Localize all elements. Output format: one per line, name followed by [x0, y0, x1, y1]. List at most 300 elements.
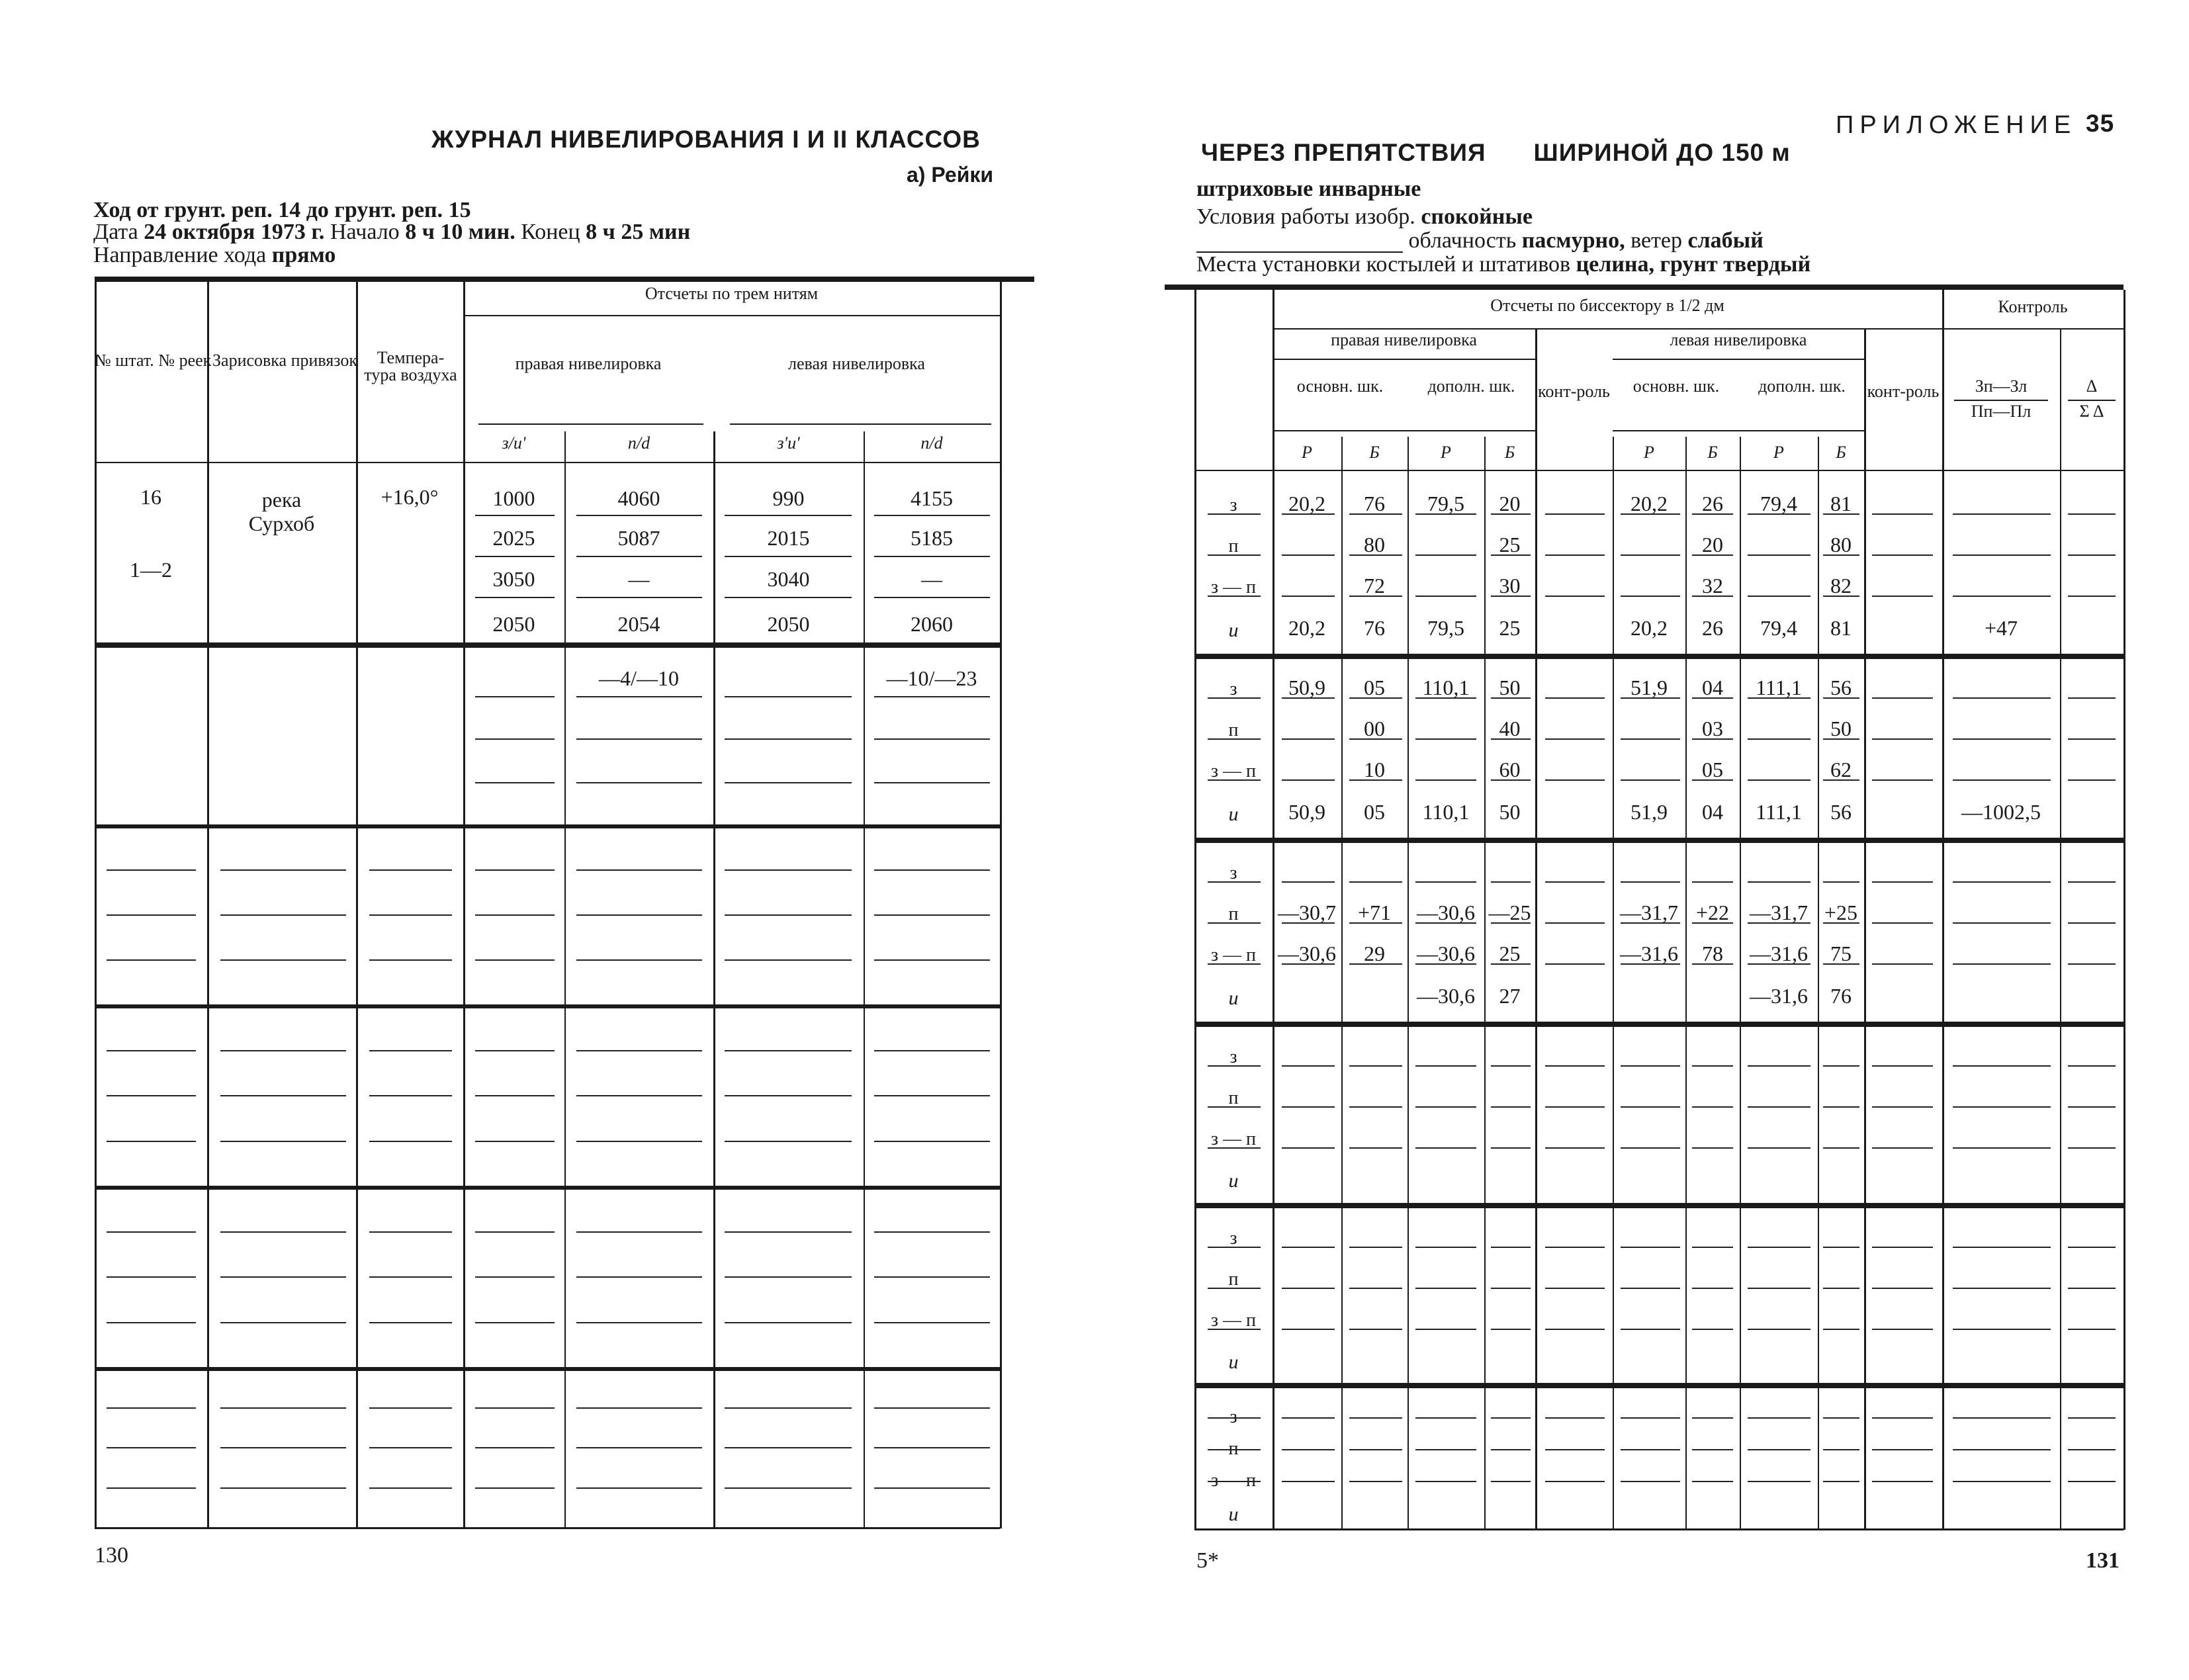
ruled-line [725, 1095, 852, 1096]
ruled-line [369, 1050, 452, 1051]
cell: 26 [1702, 616, 1723, 640]
ruled-line [220, 869, 346, 871]
ruled-line [1621, 1147, 1680, 1149]
ruled-line [1208, 1147, 1261, 1149]
cell: 2025 [492, 526, 535, 550]
cell: 05 [1702, 758, 1723, 781]
ruled-line [1748, 1481, 1810, 1482]
ruled-line [576, 1447, 702, 1448]
ruled-line [107, 1231, 196, 1233]
header-sketch: Зарисовка привязок [212, 351, 358, 370]
ruled-line [1748, 697, 1810, 699]
ruled-line [1208, 963, 1261, 965]
ruled-line [369, 1276, 452, 1278]
ruled-line [1208, 554, 1261, 556]
ruled-line [1282, 513, 1335, 515]
ruled-line [1872, 881, 1933, 883]
ruled-line [107, 1322, 196, 1323]
ruled-line [576, 914, 702, 916]
ruled-line [1872, 1288, 1933, 1289]
cell: +71 [1357, 901, 1392, 924]
ruled-line [1621, 963, 1680, 965]
cell: 4155 [911, 486, 953, 510]
cell: —31,7 [1750, 901, 1808, 924]
ruled-line [1208, 697, 1261, 699]
ruled-line [1282, 779, 1335, 781]
ruled-line [220, 959, 346, 961]
ruled-line [2068, 513, 2116, 515]
ruled-line [1953, 1288, 2051, 1289]
ruled-line [107, 1050, 196, 1051]
header-frac-num: Зп—Зл [1975, 376, 2028, 396]
row-label-i: и [1228, 619, 1239, 641]
cell: 81 [1830, 616, 1852, 640]
ruled-line [725, 869, 852, 871]
ruled-line [1208, 738, 1261, 740]
ruled-line [220, 1447, 346, 1448]
ruled-line [1415, 738, 1476, 740]
ruled-line [107, 1276, 196, 1278]
cell: —30,6 [1417, 984, 1475, 1008]
ruled-line [1208, 1481, 1261, 1482]
ruled-line [1953, 1481, 2051, 1482]
cell: 40 [1499, 717, 1521, 740]
row-label-p: п [1228, 904, 1239, 924]
ruled-line [2068, 738, 2116, 740]
ruled-line [2068, 922, 2116, 924]
ruled-line [1621, 1065, 1680, 1067]
ruled-line [1208, 1417, 1261, 1419]
cell: 60 [1499, 758, 1521, 781]
cell: 04 [1702, 800, 1723, 824]
ruled-line [1621, 554, 1680, 556]
header-left-leveling: левая нивелировка [788, 354, 925, 373]
header-b: Б [1504, 443, 1515, 462]
ruled-line [725, 1276, 852, 1278]
ruled-line [1823, 1147, 1859, 1149]
ruled-line [1872, 1106, 1933, 1108]
ruled-line [1349, 513, 1402, 515]
ruled-line [1545, 779, 1605, 781]
ruled-line [1823, 697, 1859, 699]
ruled-line [576, 1231, 702, 1233]
ruled-line [1872, 596, 1933, 597]
ruled-line [874, 1276, 990, 1278]
ruled-line [576, 1050, 702, 1051]
cell: 20,2 [1631, 492, 1668, 515]
row-label-p: п [1228, 720, 1239, 740]
ruled-line [1823, 1481, 1859, 1482]
cell: 20,2 [1631, 616, 1668, 640]
right-page-number: 131 [2086, 1548, 2120, 1573]
ruled-line [2068, 1106, 2116, 1108]
ruled-line [1953, 779, 2051, 781]
ruled-line [369, 1231, 452, 1233]
ruled-line [220, 1095, 346, 1096]
header-right-leveling: правая нивелировка [515, 354, 662, 373]
ruled-line [2068, 697, 2116, 699]
cell: 81 [1830, 492, 1852, 515]
ruled-line [1415, 513, 1476, 515]
station-number: 16 [140, 485, 161, 509]
ruled-line [1349, 1481, 1402, 1482]
ruled-line [576, 1322, 702, 1323]
row-label-p: п [1228, 536, 1239, 556]
cell: 72 [1364, 574, 1385, 597]
ruled-line [1545, 1417, 1605, 1419]
ruled-line [1545, 1247, 1605, 1248]
ruled-line [874, 1050, 990, 1051]
air-temperature: +16,0° [380, 485, 439, 509]
ruled-line [1953, 1147, 2051, 1149]
ruled-line [1692, 1147, 1733, 1149]
ruled-line [2068, 881, 2116, 883]
ruled-line [1282, 922, 1335, 924]
control-value: —1002,5 [1961, 800, 2041, 824]
ruled-line [1823, 922, 1859, 924]
ruled-line [1692, 881, 1733, 883]
ruled-line [1545, 596, 1605, 597]
row-label-p: п [1228, 1269, 1239, 1290]
cell: —25 [1488, 901, 1531, 924]
ruled-line [1692, 554, 1733, 556]
cell: 5087 [617, 526, 660, 550]
cell: 62 [1830, 758, 1852, 781]
ruled-line [475, 869, 555, 871]
ruled-line [1872, 554, 1933, 556]
ruled-line [1872, 1449, 1933, 1450]
row-label-z: з [1229, 863, 1237, 883]
ruled-line [874, 1141, 990, 1142]
cell: 50,9 [1288, 676, 1325, 699]
cell: —31,7 [1620, 901, 1678, 924]
ruled-line [1491, 513, 1531, 515]
ruled-line [1953, 596, 2051, 597]
control-value: +47 [1984, 616, 2018, 640]
ruled-line [220, 1141, 346, 1142]
header-main-scale: основн. шк. [1296, 376, 1384, 396]
row-label-zp: з — п [1210, 945, 1257, 965]
ruled-line [475, 1141, 555, 1142]
ruled-line [475, 1487, 555, 1489]
ruled-line [1491, 596, 1531, 597]
ruled-line [1823, 596, 1859, 597]
row-label-i: и [1228, 1503, 1239, 1525]
ruled-line [369, 869, 452, 871]
ruled-line [1545, 1329, 1605, 1330]
ruled-line [1282, 1065, 1335, 1067]
ruled-line [1415, 1449, 1476, 1450]
cell: 25 [1499, 942, 1521, 965]
ruled-line [1208, 1288, 1261, 1289]
row-label-i: и [1228, 1170, 1239, 1192]
ruled-line [369, 1322, 452, 1323]
left-page-number: 130 [95, 1543, 128, 1568]
cell: 26 [1702, 492, 1723, 515]
header-p: Р [1302, 443, 1312, 462]
row-label-z: з [1229, 1407, 1237, 1427]
header-b: Б [1836, 443, 1846, 462]
ruled-line [1692, 596, 1733, 597]
right-title: ЧЕРЕЗ ПРЕПЯТСТВИЯ ШИРИНОЙ ДО 150 м [1201, 139, 1791, 166]
ruled-line [1491, 1147, 1531, 1149]
ruled-line [1545, 554, 1605, 556]
ruled-line [1953, 554, 2051, 556]
header-temperature: Темпера-тура воздуха [364, 348, 457, 384]
ruled-line [475, 1050, 555, 1051]
ruled-line [1953, 697, 2051, 699]
ruled-line [1545, 1065, 1605, 1067]
ruled-line [1282, 697, 1335, 699]
ruled-line [1823, 1288, 1859, 1289]
ruled-line [2068, 1288, 2116, 1289]
ruled-line [1692, 963, 1733, 965]
row-label-i: и [1228, 987, 1239, 1009]
ruled-line [2068, 1481, 2116, 1482]
header-bisector: Отсчеты по биссектору в 1/2 дм [1490, 296, 1724, 315]
ruled-line [1349, 1329, 1402, 1330]
row-label-p: п [1228, 1438, 1239, 1459]
ruled-line [1545, 1106, 1605, 1108]
ruled-line [1491, 1417, 1531, 1419]
ruled-line [1748, 1417, 1810, 1419]
ruled-line [1545, 1147, 1605, 1149]
ruled-line [1621, 1329, 1680, 1330]
cell: 56 [1830, 800, 1852, 824]
row-label-z: з [1229, 495, 1237, 515]
cell: 05 [1364, 676, 1385, 699]
ruled-line [1349, 1417, 1402, 1419]
ruled-line [1872, 963, 1933, 965]
ruled-line [1208, 1329, 1261, 1330]
header-station: № штат. № реек [95, 351, 212, 370]
ruled-line [1491, 779, 1531, 781]
row-label-z: з [1229, 1228, 1237, 1249]
ruled-line [2068, 596, 2116, 597]
ruled-line [874, 1095, 990, 1096]
ruled-line [1282, 738, 1335, 740]
ruled-line [1692, 779, 1733, 781]
ruled-line [1491, 1106, 1531, 1108]
ruled-line [1748, 963, 1810, 965]
ruled-line [1208, 1247, 1261, 1248]
ruled-line [1491, 1481, 1531, 1482]
ruled-line [1748, 1449, 1810, 1450]
ruled-line [1208, 779, 1261, 781]
ruled-line [725, 1231, 852, 1233]
ruled-line [1872, 1247, 1933, 1248]
ruled-line [1621, 1288, 1680, 1289]
ruled-line [1621, 922, 1680, 924]
ruled-line [1282, 1417, 1335, 1419]
ruled-line [1349, 1247, 1402, 1248]
ruled-line [475, 959, 555, 961]
ruled-line [1692, 1449, 1733, 1450]
ruled-line [1415, 596, 1476, 597]
ruled-line [1349, 1288, 1402, 1289]
cell: 2015 [767, 526, 810, 550]
ruled-line [1621, 1106, 1680, 1108]
cell: 25 [1499, 533, 1521, 556]
cell: 3040 [767, 567, 810, 591]
ruled-line [2068, 1065, 2116, 1067]
ruled-line [475, 1231, 555, 1233]
cell: 76 [1830, 984, 1852, 1008]
ruled-line [1748, 513, 1810, 515]
ruled-line [107, 869, 196, 871]
header-sum-delta: Σ Δ [2079, 402, 2104, 421]
right-journal-table [1194, 290, 2123, 1530]
rods-type: штриховые инварные [1196, 177, 1421, 201]
ruled-line [1491, 1329, 1531, 1330]
ruled-line [1872, 1065, 1933, 1067]
ruled-line [1491, 738, 1531, 740]
header-p: Р [1773, 443, 1784, 462]
ruled-line [1823, 513, 1859, 515]
ruled-line [1823, 1106, 1859, 1108]
ruled-line [475, 914, 555, 916]
row-label-zp: з — п [1210, 1470, 1257, 1491]
ruled-line [725, 959, 852, 961]
cell: 4060 [617, 486, 660, 510]
ruled-line [220, 1487, 346, 1489]
cell: +25 [1824, 901, 1858, 924]
header-add-scale: дополн. шк. [1427, 376, 1515, 396]
ruled-line [576, 869, 702, 871]
ruled-line [369, 1141, 452, 1142]
cell: 2050 [767, 612, 810, 636]
cell: —30,6 [1417, 942, 1475, 965]
ruled-line [1491, 1449, 1531, 1450]
ruled-line [2068, 963, 2116, 965]
ruled-line [1748, 1247, 1810, 1248]
ruled-line [1349, 1106, 1402, 1108]
header-three-threads: Отсчеты по трем нитям [645, 284, 819, 303]
ruled-line [1415, 963, 1476, 965]
ruled-line [1282, 1329, 1335, 1330]
ruled-line [2068, 779, 2116, 781]
ruled-line [369, 1447, 452, 1448]
ruled-line [369, 914, 452, 916]
ruled-line [220, 1322, 346, 1323]
header-left-leveling-2: левая нивелировка [1670, 330, 1807, 349]
row-label-zp: з — п [1210, 577, 1257, 597]
cell: 2054 [617, 612, 660, 636]
ruled-line [1621, 881, 1680, 883]
ruled-line [1208, 1449, 1261, 1450]
ruled-line [475, 1407, 555, 1409]
ruled-line [874, 914, 990, 916]
cell: 80 [1364, 533, 1385, 556]
ruled-line [725, 1407, 852, 1409]
ruled-line [1953, 1417, 2051, 1419]
cell: 111,1 [1756, 800, 1802, 824]
cell: —31,6 [1750, 942, 1808, 965]
row-label-i: и [1228, 1351, 1239, 1373]
ruled-line [107, 1447, 196, 1448]
ruled-line [1823, 1247, 1859, 1248]
header-control-left: конт-роль [1867, 382, 1940, 401]
ruled-line [576, 1276, 702, 1278]
ruled-line [1748, 1147, 1810, 1149]
ruled-line [1748, 1065, 1810, 1067]
header-control: Контроль [1998, 297, 2068, 316]
ruled-line [1748, 738, 1810, 740]
ruled-line [1349, 922, 1402, 924]
cell: 32 [1702, 574, 1723, 597]
cell: 20 [1499, 492, 1521, 515]
cell: 27 [1499, 984, 1521, 1008]
ruled-line [1748, 1329, 1810, 1330]
ruled-line [1953, 738, 2051, 740]
ruled-line [1545, 881, 1605, 883]
ruled-line [1349, 554, 1402, 556]
left-title: ЖУРНАЛ НИВЕЛИРОВАНИЯ I И II КЛАССОВ [431, 126, 981, 153]
cell: 80 [1830, 533, 1852, 556]
ruled-line [107, 1407, 196, 1409]
ruled-line [1621, 513, 1680, 515]
cell: —30,7 [1278, 901, 1336, 924]
right-footer-mark: 5* [1196, 1548, 1219, 1573]
ruled-line [1748, 1106, 1810, 1108]
ruled-line [1208, 922, 1261, 924]
header-right-leveling-2: правая нивелировка [1331, 330, 1477, 349]
cell: 110,1 [1422, 676, 1470, 699]
ruled-line [1415, 1481, 1476, 1482]
ruled-line [1349, 596, 1402, 597]
row-label-zp: з — п [1210, 1129, 1257, 1149]
cell: 51,9 [1631, 800, 1668, 824]
ruled-line [1953, 513, 2051, 515]
ruled-line [1282, 1147, 1335, 1149]
ruled-line [1491, 1247, 1531, 1248]
ruled-line [1748, 779, 1810, 781]
ruled-line [1872, 1481, 1933, 1482]
cell: 29 [1364, 942, 1385, 965]
ruled-line [1208, 513, 1261, 515]
cell: 3050 [492, 567, 535, 591]
cell: 1000 [492, 486, 535, 510]
ruled-line [107, 914, 196, 916]
left-journal-table [95, 282, 1000, 1528]
header-frac-den: Пп—Пл [1971, 402, 2032, 421]
ruled-line [1823, 963, 1859, 965]
ruled-line [107, 1141, 196, 1142]
header-b: Б [1369, 443, 1380, 462]
places-line: Места установки костылей и штативов целина, грунт твердый [1196, 252, 1811, 277]
ruled-line [1282, 963, 1335, 965]
row-label-z: з [1229, 1047, 1237, 1067]
cell: +22 [1695, 901, 1730, 924]
ruled-line [1415, 1147, 1476, 1149]
ruled-line [1748, 1288, 1810, 1289]
cell: 82 [1830, 574, 1852, 597]
cell: 79,4 [1760, 492, 1797, 515]
cell: 00 [1364, 717, 1385, 740]
ruled-line [1621, 596, 1680, 597]
ruled-line [2068, 1417, 2116, 1419]
ruled-line [1872, 779, 1933, 781]
header-zu: з/u' [502, 433, 526, 453]
cell: 79,5 [1427, 492, 1464, 515]
ruled-line [220, 1050, 346, 1051]
cell: 78 [1702, 942, 1723, 965]
ruled-line [1692, 1065, 1733, 1067]
row-label-i: и [1228, 803, 1239, 825]
ruled-line [2068, 1449, 2116, 1450]
ruled-line [1953, 1247, 2051, 1248]
date-line: Дата 24 октября 1973 г. Начало 8 ч 10 мин. Конец 8 ч 25 мин [93, 220, 691, 244]
